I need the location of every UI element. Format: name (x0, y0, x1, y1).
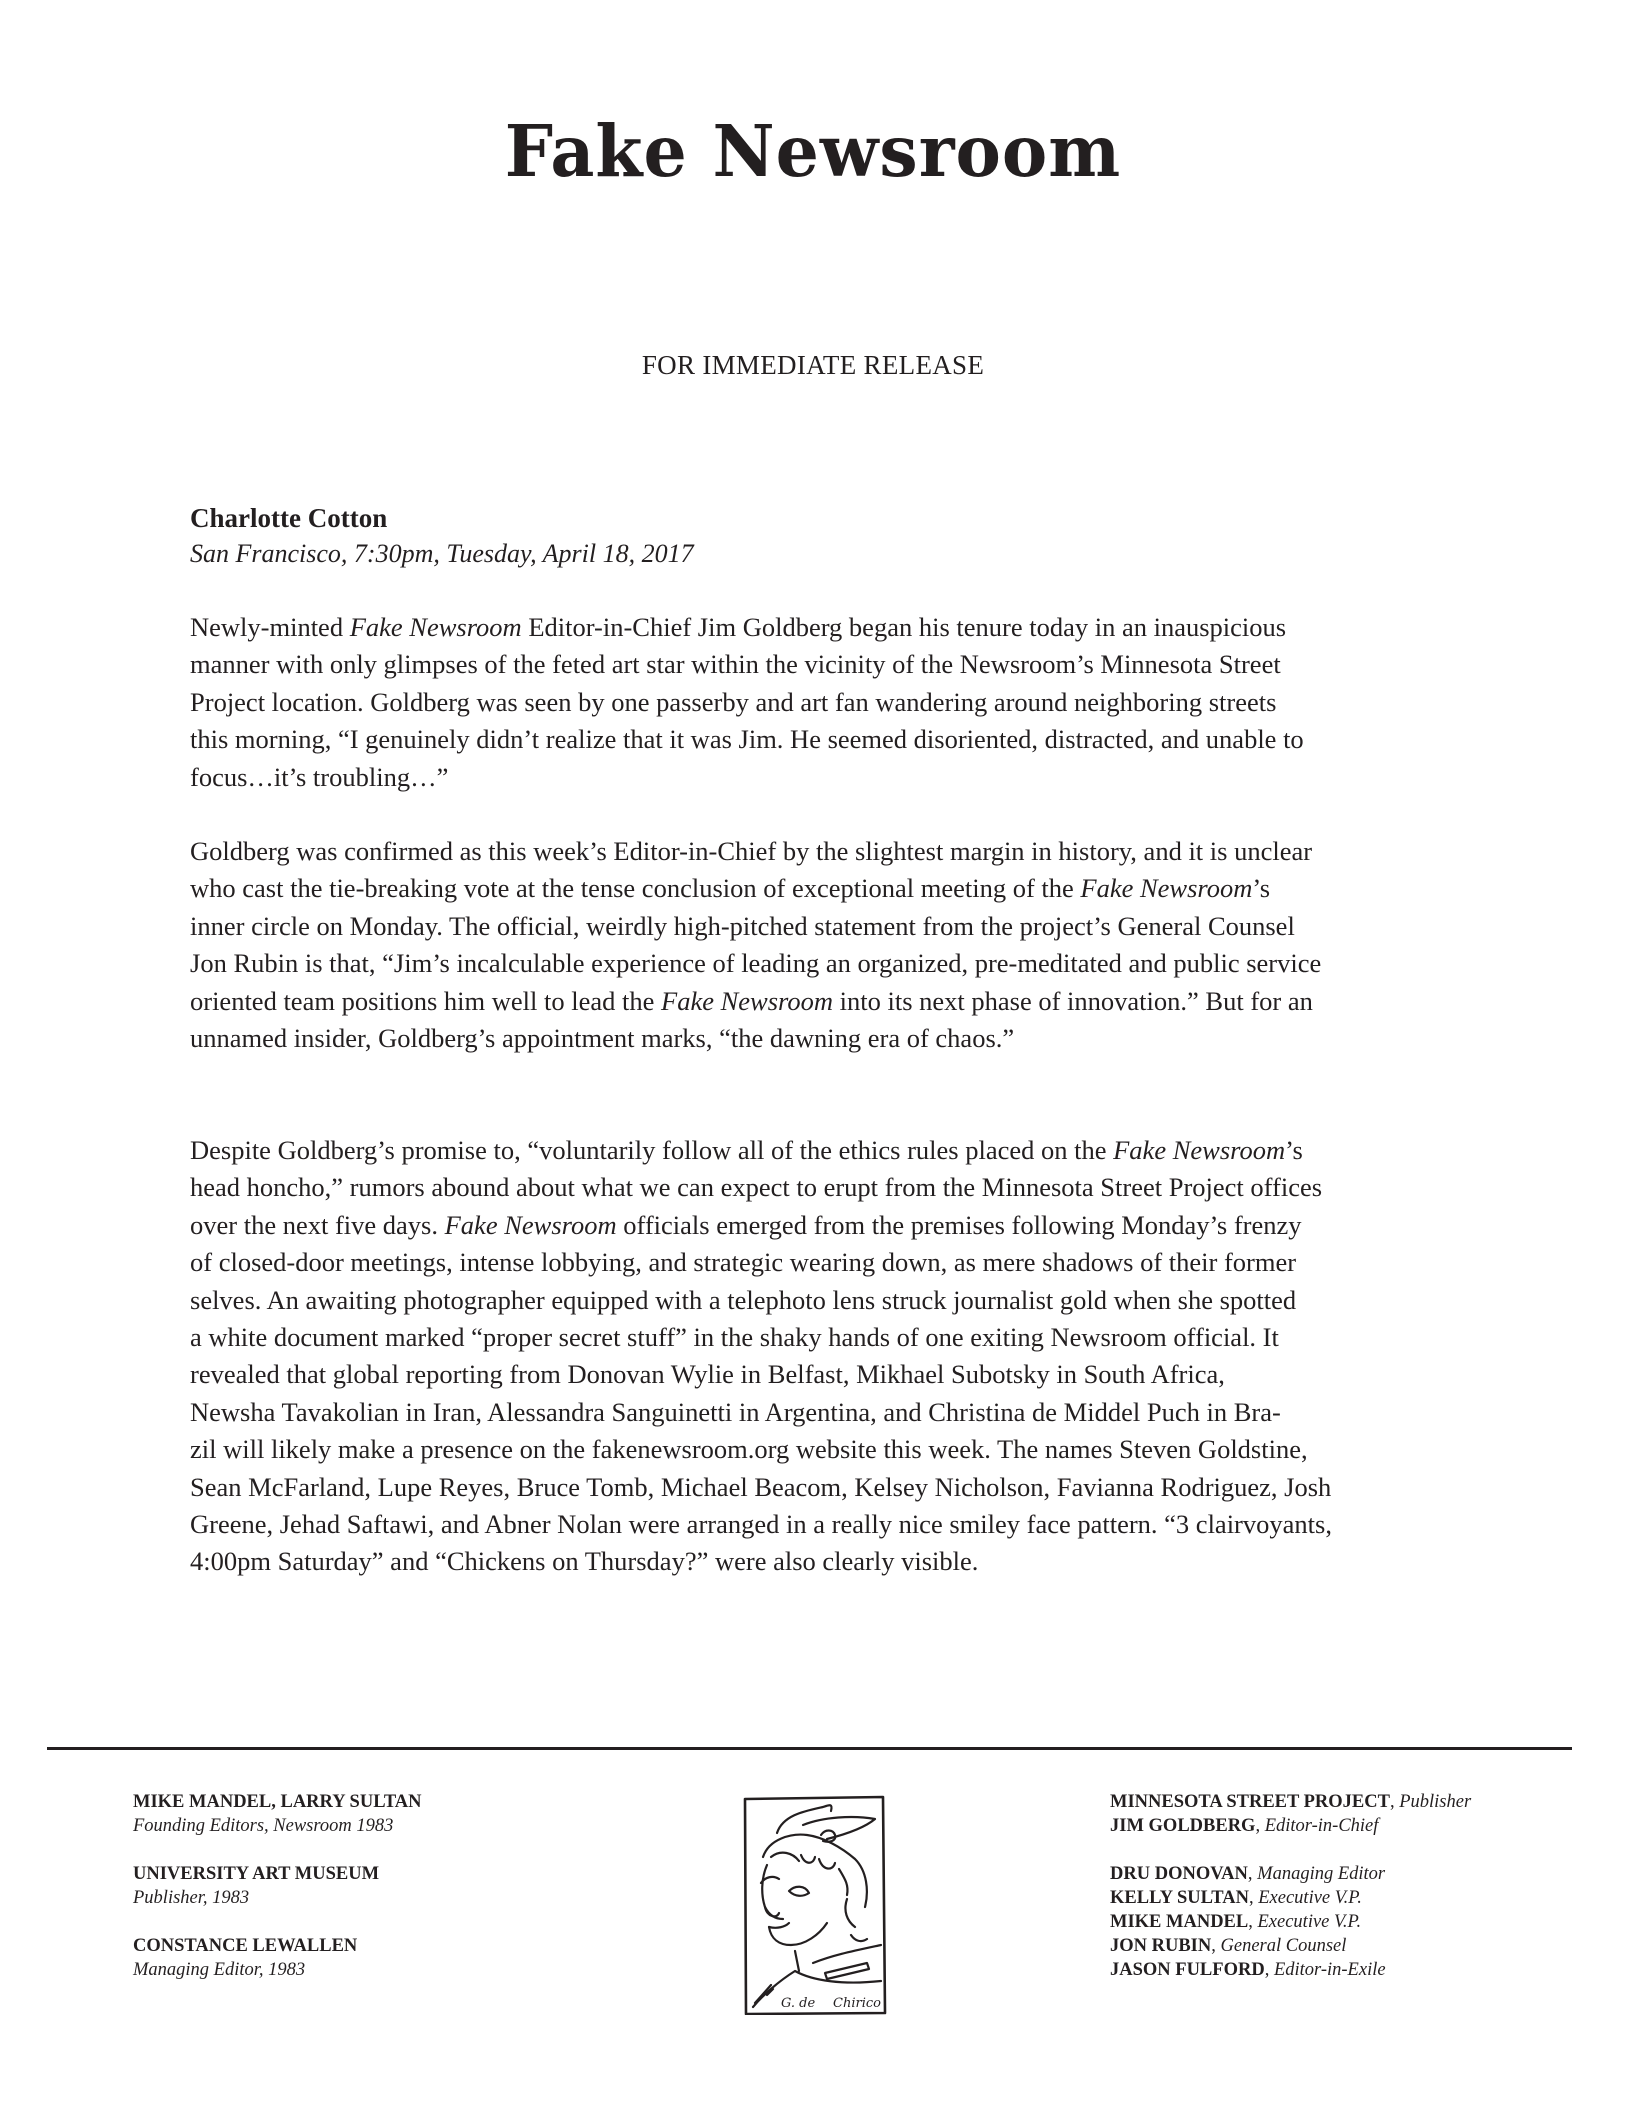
credit-line: DRU DONOVAN, Managing Editor (1110, 1864, 1386, 1884)
dateline: San Francisco, 7:30pm, Tuesday, April 18, 2017 (190, 539, 694, 568)
text-segment: who cast the tie-breaking vote at the tense conclusion of exceptional meeting of the (190, 873, 1081, 904)
credit-name: JIM GOLDBERG (1110, 1816, 1256, 1836)
author-name: Charlotte Cotton (190, 503, 388, 533)
text-segment: into its next phase of innovation.” But for an (833, 985, 1313, 1016)
text-line (190, 908, 1450, 945)
credit-group (133, 1934, 422, 1982)
text-segment: manner with only glimpses of the feted art star within the vicinity of the Newsroom’s Minnesota Street (190, 649, 1281, 680)
text-line (190, 1132, 1450, 1169)
text-segment: zil will likely make a presence on the fakenewsroom.org website this week. The names Steven Goldstine, (190, 1434, 1308, 1465)
text-line (190, 759, 1450, 796)
text-segment: oriented team positions him well to lead the (190, 985, 662, 1016)
credit-role: Managing Editor, 1983 (133, 1960, 306, 1980)
text-line (190, 609, 1450, 646)
credit-name: KELLY SULTAN (1110, 1888, 1249, 1908)
credit-name: UNIVERSITY ART MUSEUM (133, 1864, 380, 1884)
footer-right-credits (1110, 1790, 1471, 2006)
credit-name: CONSTANCE LEWALLEN (133, 1936, 358, 1956)
credit-role: Managing Editor (1257, 1864, 1386, 1884)
credit-line: JON RUBIN, General Counsel (1110, 1936, 1347, 1956)
text-line (190, 1506, 1450, 1543)
hermes-portrait-icon (743, 1795, 887, 2015)
text-line (190, 684, 1450, 721)
text-segment: this morning, “I genuinely didn’t realize that it was Jim. He seemed disoriented, distracted, and unable to (190, 724, 1304, 755)
credit-name: MIKE MANDEL, LARRY SULTAN (133, 1792, 422, 1812)
text-segment: head honcho,” rumors abound about what we can expect to erupt from the Minnesota Street Project offices (190, 1172, 1323, 1203)
italic-title: Fake Newsroom (661, 985, 833, 1016)
text-segment: ’s (1285, 1135, 1303, 1165)
text-segment: officials emerged from the premises following Monday’s frenzy (616, 1209, 1302, 1240)
masthead-title: Fake Newsroom (504, 110, 1122, 194)
text-segment: a white document marked “proper secret stuff” in the shaky hands of one exiting Newsroom official. It (190, 1322, 1279, 1353)
credit-group (1110, 1862, 1471, 1982)
release-label: FOR IMMEDIATE RELEASE (641, 350, 985, 380)
italic-title: Fake Newsroom (444, 1209, 617, 1240)
text-line (190, 945, 1450, 982)
credit-role: Publisher, 1983 (133, 1888, 250, 1908)
text-segment: Greene, Jehad Saftawi, and Abner Nolan were arranged in a really nice smiley face pattern. “3 clairvoyants, (190, 1509, 1332, 1540)
text-segment: Jon Rubin is that, “Jim’s incalculable experience of leading an organized, pre-meditated and public service (190, 948, 1322, 979)
credit-line: JASON FULFORD, Editor-in-Exile (1110, 1960, 1386, 1980)
text-segment: Newsha Tavakolian in Iran, Alessandra Sanguinetti in Argentina, and Christina de Middel Puch in Bra- (190, 1396, 1281, 1427)
credit-name: JON RUBIN (1110, 1936, 1212, 1956)
credit-line: JIM GOLDBERG, Editor-in-Chief (1110, 1816, 1379, 1836)
text-segment: Newly-minted (190, 612, 350, 642)
svg-text:G. de: G. de (781, 1996, 816, 2011)
text-line (190, 1169, 1450, 1206)
credit-line: MINNESOTA STREET PROJECT, Publisher (1110, 1792, 1472, 1812)
text-line (190, 1469, 1450, 1506)
text-segment: of closed-door meetings, intense lobbying, and strategic wearing down, as mere shadows of their former (190, 1247, 1297, 1278)
byline (190, 500, 694, 572)
text-segment: revealed that global reporting from Donovan Wylie in Belfast, Mikhael Subotsky in South Africa, (190, 1359, 1225, 1390)
svg-text:Chirico: Chirico (833, 1996, 881, 2011)
credit-role: Editor-in-Exile (1273, 1960, 1386, 1980)
text-line (190, 721, 1450, 758)
text-segment: Project location. Goldberg was seen by one passerby and art fan wandering around neighboring streets (190, 686, 1277, 717)
footer-left-credits (133, 1790, 422, 2006)
credit-group (133, 1862, 422, 1910)
text-segment: over the next five days. (190, 1209, 445, 1240)
credit-line: MIKE MANDEL, Executive V.P. (1110, 1912, 1362, 1932)
text-segment: Goldberg was confirmed as this week’s Editor-in-Chief by the slightest margin in history, and it is unclear (190, 836, 1313, 866)
footer-divider (47, 1747, 1572, 1750)
text-line (190, 870, 1450, 907)
credit-name: JASON FULFORD (1110, 1960, 1265, 1980)
text-segment: 4:00pm Saturday” and “Chickens on Thursday?” were also clearly visible. (190, 1546, 979, 1577)
text-segment: ’s (1252, 873, 1271, 904)
text-line (190, 1020, 1450, 1057)
text-segment: inner circle on Monday. The official, weirdly high-pitched statement from the project’s General Counsel (190, 910, 1295, 941)
text-line (190, 646, 1450, 683)
text-segment: focus…it’s troubling…” (190, 761, 449, 792)
credit-name: MINNESOTA STREET PROJECT (1110, 1792, 1390, 1812)
text-line (190, 833, 1450, 870)
credit-name: DRU DONOVAN (1110, 1864, 1248, 1884)
credit-role: Executive V.P. (1257, 1912, 1362, 1932)
text-line (190, 1394, 1450, 1431)
text-line (190, 1319, 1450, 1356)
credit-group (133, 1790, 422, 1838)
text-line (190, 1356, 1450, 1393)
credit-role: Founding Editors, Newsroom 1983 (133, 1816, 394, 1836)
text-line (190, 1244, 1450, 1281)
italic-title: Fake Newsroom (1113, 1135, 1286, 1165)
text-line (190, 1543, 1450, 1580)
credit-group (1110, 1790, 1471, 1838)
credit-role: Editor-in-Chief (1264, 1816, 1379, 1836)
body-paragraph-1 (190, 609, 1450, 796)
body-paragraph-3 (190, 1132, 1450, 1581)
credit-role: Publisher (1399, 1792, 1472, 1812)
credit-line: KELLY SULTAN, Executive V.P. (1110, 1888, 1362, 1908)
text-segment: Editor-in-Chief Jim Goldberg began his tenure today in an inauspicious (521, 612, 1287, 642)
text-segment: Despite Goldberg’s promise to, “voluntarily follow all of the ethics rules placed on the (190, 1135, 1114, 1165)
text-segment: Sean McFarland, Lupe Reyes, Bruce Tomb, Michael Beacom, Kelsey Nicholson, Favianna Rodriguez, Josh (190, 1471, 1332, 1502)
credit-role: General Counsel (1220, 1936, 1347, 1956)
body-paragraph-2 (190, 833, 1450, 1057)
text-segment: unnamed insider, Goldberg’s appointment marks, “the dawning era of chaos.” (190, 1023, 1015, 1054)
italic-title: Fake Newsroom (349, 612, 522, 642)
credit-name: MIKE MANDEL (1110, 1912, 1249, 1932)
text-segment: selves. An awaiting photographer equipped with a telephoto lens struck journalist gold when she spotted (190, 1284, 1297, 1315)
text-line (190, 1431, 1450, 1468)
text-line (190, 1282, 1450, 1319)
text-line (190, 1207, 1450, 1244)
credit-role: Executive V.P. (1258, 1888, 1362, 1908)
text-line (190, 983, 1450, 1020)
italic-title: Fake Newsroom (1080, 873, 1253, 904)
